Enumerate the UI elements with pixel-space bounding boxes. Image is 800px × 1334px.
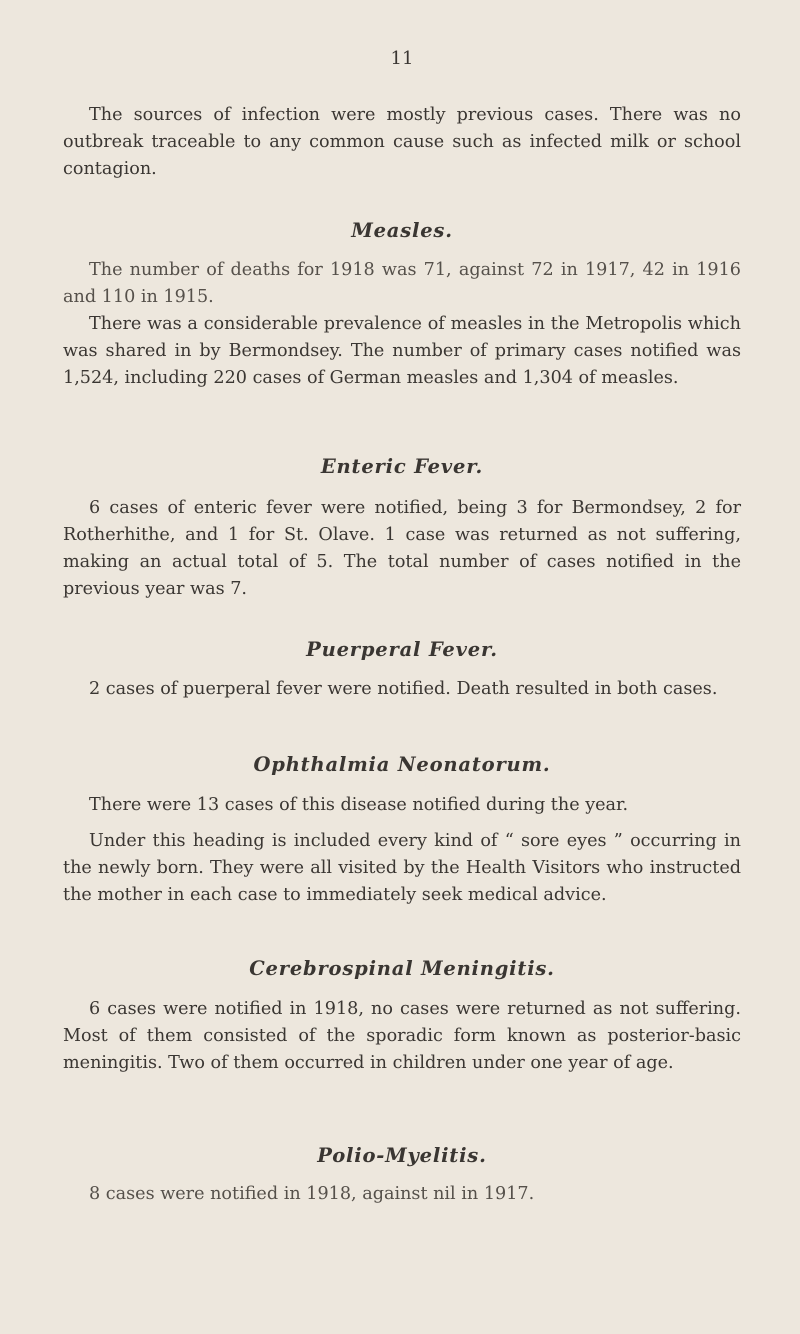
polio-paragraph: 8 cases were notified in 1918, against nil in 1917.	[89, 1184, 535, 1204]
section-heading-polio-myelitis: Polio-Myelitis.	[317, 1144, 487, 1167]
section-heading-measles: Measles.	[351, 219, 453, 242]
puerperal-fever-paragraph: 2 cases of puerperal fever were notified. Death resulted in both cases.	[89, 679, 718, 699]
section-heading-enteric-fever: Enteric Fever.	[320, 455, 484, 478]
enteric-fever-paragraph: 6 cases of enteric fever were notified, being 3 for Bermondsey, 2 for Rotherhithe, and 1 for St. Olave. 1 case was returned as not suffering, making an actual total of 5. The total number of cases notified in the previous year was 7.	[63, 498, 741, 599]
measles-paragraph-1: The number of deaths for 1918 was 71, against 72 in 1917, 42 in 1916 and 110 in 1915.	[63, 260, 741, 307]
measles-paragraph-2: There was a considerable prevalence of measles in the Metropolis which was shared in by Bermondsey. The number of primary cases notified was 1,524, including 220 cases of German measles and 1,304 of measles.	[63, 314, 741, 388]
section-heading-puerperal-fever: Puerperal Fever.	[306, 638, 498, 661]
meningitis-paragraph: 6 cases were notified in 1918, no cases were returned as not suffering. Most of them consisted of the sporadic form known as posterior-basic meningitis. Two of them occurred in children under one year of age.	[63, 999, 741, 1073]
intro-paragraph: The sources of infection were mostly previous cases. There was no outbreak traceable to any common cause such as infected milk or school contagion.	[63, 105, 741, 179]
page-number: 11	[390, 48, 414, 69]
section-heading-ophthalmia-neonatorum: Ophthalmia Neonatorum.	[253, 753, 551, 776]
ophthalmia-paragraph-2: Under this heading is included every kind of “ sore eyes ” occurring in the newly born. They were all visited by the Health Visitors who instructed the mother in each case to immediately seek medical advice.	[63, 831, 741, 905]
ophthalmia-paragraph-1: There were 13 cases of this disease notified during the year.	[89, 795, 629, 815]
section-heading-cerebrospinal-meningitis: Cerebrospinal Meningitis.	[249, 957, 555, 980]
